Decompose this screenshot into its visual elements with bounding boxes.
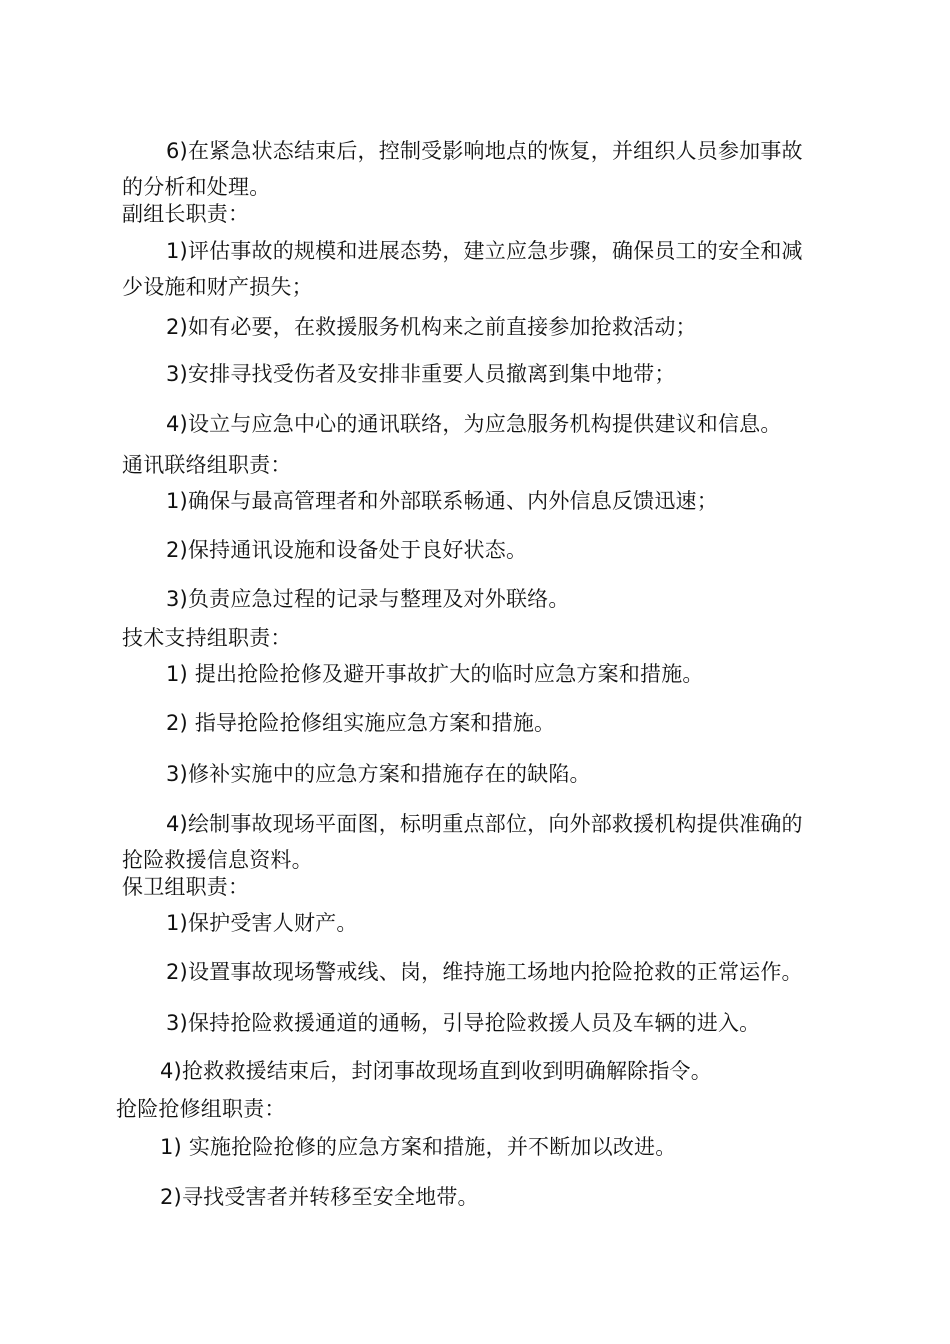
paragraph-rescue-duty-2: 2)寻找受害者并转移至安全地带。 xyxy=(160,1185,479,1209)
paragraph-tech-duty-2: 2) 指导抢险抢修组实施应急方案和措施。 xyxy=(166,711,556,735)
heading-communication-group: 通讯联络组职责： xyxy=(122,453,292,477)
heading-rescue-repair-group: 抢险抢修组职责： xyxy=(116,1097,286,1121)
heading-deputy-leader: 副组长职责： xyxy=(122,202,250,226)
paragraph-tech-duty-3: 3)修补实施中的应急方案和措施存在的缺陷。 xyxy=(166,762,591,786)
paragraph-comm-duty-3: 3)负责应急过程的记录与整理及对外联络。 xyxy=(166,587,570,611)
paragraph-deputy-duty-1-cont: 少设施和财产损失； xyxy=(122,275,313,299)
paragraph-deputy-duty-2: 2)如有必要，在救援服务机构来之前直接参加抢救活动； xyxy=(166,315,697,339)
heading-security-group: 保卫组职责： xyxy=(122,875,250,899)
paragraph-security-duty-1: 1)保护受害人财产。 xyxy=(166,911,358,935)
paragraph-tech-duty-1: 1) 提出抢险抢修及避开事故扩大的临时应急方案和措施。 xyxy=(166,662,704,686)
paragraph-deputy-duty-3: 3)安排寻找受伤者及安排非重要人员撤离到集中地带； xyxy=(166,362,676,386)
paragraph-security-duty-2: 2)设置事故现场警戒线、岗，维持施工场地内抢险抢救的正常运作。 xyxy=(166,960,803,984)
paragraph-security-duty-3: 3)保持抢险救援通道的通畅，引导抢险救援人员及车辆的进入。 xyxy=(166,1011,761,1035)
paragraph-tech-duty-4-cont: 抢险救援信息资料。 xyxy=(122,848,313,872)
heading-tech-support-group: 技术支持组职责： xyxy=(122,626,292,650)
paragraph-security-duty-4: 4)抢救救援结束后，封闭事故现场直到收到明确解除指令。 xyxy=(160,1059,712,1083)
paragraph-rescue-duty-1: 1) 实施抢险抢修的应急方案和措施，并不断加以改进。 xyxy=(160,1135,677,1159)
paragraph-leader-duty-6: 6)在紧急状态结束后，控制受影响地点的恢复，并组织人员参加事故 xyxy=(166,139,803,163)
paragraph-comm-duty-2: 2)保持通讯设施和设备处于良好状态。 xyxy=(166,538,528,562)
paragraph-tech-duty-4: 4)绘制事故现场平面图，标明重点部位，向外部救援机构提供准确的 xyxy=(166,812,803,836)
paragraph-comm-duty-1: 1)确保与最高管理者和外部联系畅通、内外信息反馈迅速； xyxy=(166,489,718,513)
paragraph-leader-duty-6-cont: 的分析和处理。 xyxy=(122,175,271,199)
paragraph-deputy-duty-4: 4)设立与应急中心的通讯联络，为应急服务机构提供建议和信息。 xyxy=(166,412,782,436)
paragraph-deputy-duty-1: 1)评估事故的规模和进展态势，建立应急步骤，确保员工的安全和减 xyxy=(166,239,803,263)
